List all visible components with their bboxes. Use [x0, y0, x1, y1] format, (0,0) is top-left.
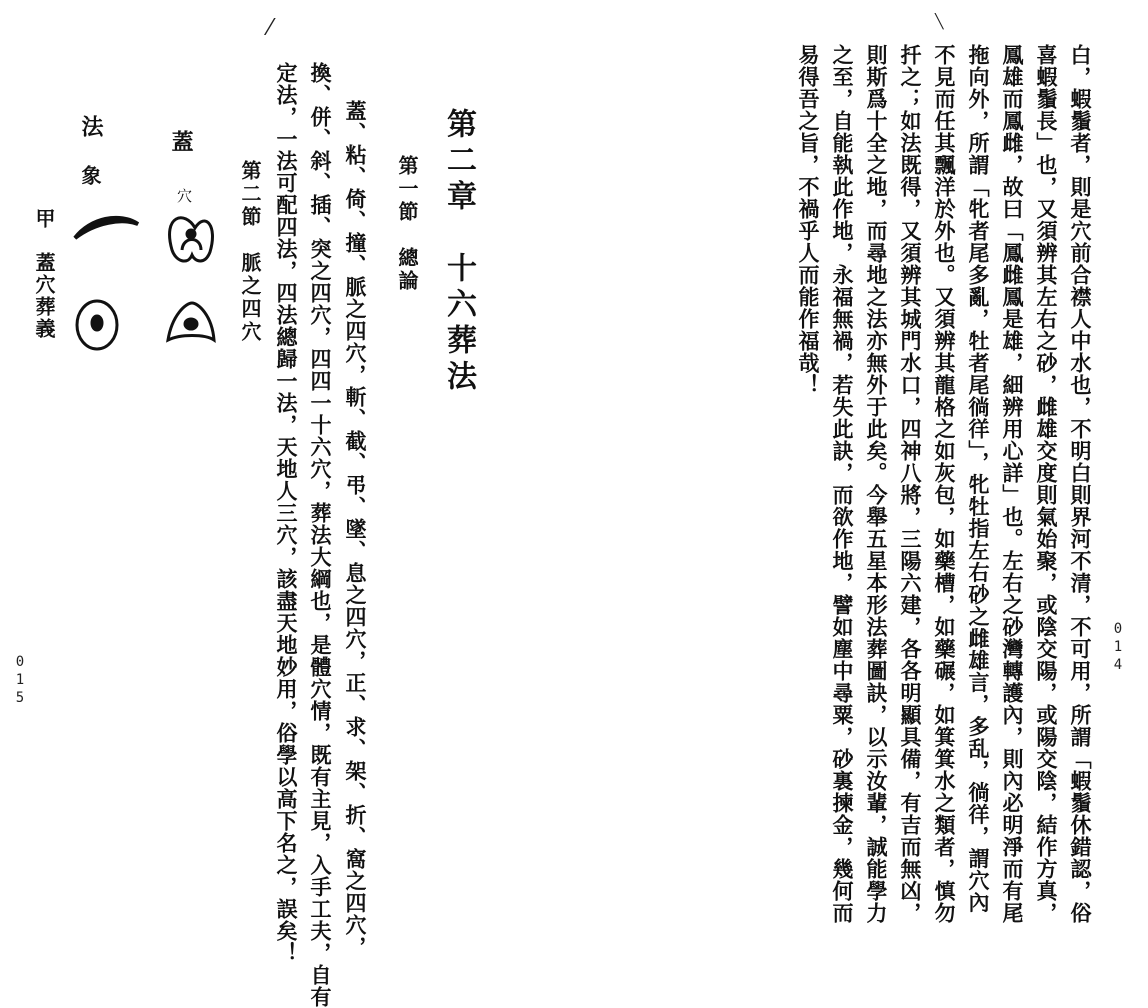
scan-mark: ⁄ [268, 16, 272, 41]
diagram-label: 法 [78, 115, 104, 138]
diagram-label: 穴 [175, 188, 193, 204]
text-column: 喜蝦鬚長」也，又須辨其左右之砂，雌雄交度則氣始聚，或陰交陽，或陽交陰，結作方真， [1034, 44, 1059, 924]
mound-cap-icon [170, 218, 213, 261]
section-title: 第二節 脈之四穴 [238, 160, 262, 344]
text-column: 白，蝦鬚者，則是穴前合襟人中水也，不明白則界河不清，不可用，所謂「蝦鬚休錯認，俗 [1068, 44, 1093, 924]
diagram-label: 蓋 [168, 130, 194, 153]
tomb-shape-icons [0, 0, 260, 400]
chapter-title: 第二章 十六葬法 [441, 108, 476, 396]
text-column: 之至，自能執此作地，永福無禍，若失此訣，而欲作地，譬如塵中尋粟，砂裏揀金，幾何而 [830, 44, 855, 924]
text-column: 易得吾之旨，不禍乎人而能作福哉！ [796, 44, 821, 396]
text-column: 鳳雄而鳳雌，故曰「鳳雌鳳是雄，細辨用心詳」也。左右之砂灣轉護內，則內必明淨而有尾 [1000, 44, 1025, 924]
scan-mark: ╲ [935, 14, 944, 30]
section-title: 第一節 總論 [395, 155, 419, 293]
text-column: 扦之；如法既得，又須辨其城門水口，四神八將，三陽六建，各各明顯具備，有吉而無凶， [898, 44, 923, 924]
page-number: 015 [15, 654, 25, 706]
diagram-caption: 甲 蓋穴葬義 [32, 208, 56, 340]
page-number: 014 [1113, 621, 1123, 673]
crescent-icon [75, 218, 138, 238]
text-column: 蓋、粘、倚、撞、脈之四穴，斬、截、弔、墜、息之四穴，正、求、架、折、窩之四穴， [343, 100, 368, 958]
text-column: 換、併、斜、插、突之四穴，四四一十六穴，葬法大綱也，是體穴情，既有主見，入手工夫，自有 [308, 62, 333, 1008]
text-column: 定法，一法可配四法，四法總歸一法，天地人三穴，該盡天地妙用，俗學以高下名之，誤矣！ [274, 62, 299, 964]
text-column: 拖向外，所謂「牝者尾多亂，牡者尾徜徉」，牝牡指左右砂之雌雄言，多乱，徜徉，謂穴內 [966, 44, 991, 914]
text-column: 則斯爲十全之地，而尋地之法亦無外于此矣。今舉五星本形法葬圖訣，以示汝輩，誠能學力 [864, 44, 889, 924]
text-column: 不見而任其飄洋於外也。又須辨其龍格之如灰包，如藥槽，如藥碾，如箕箕水之類者，慎勿 [932, 44, 957, 924]
diagram-label: 象 [78, 165, 102, 186]
oval-dot-icon [77, 301, 117, 349]
bell-mound-icon [168, 303, 214, 340]
